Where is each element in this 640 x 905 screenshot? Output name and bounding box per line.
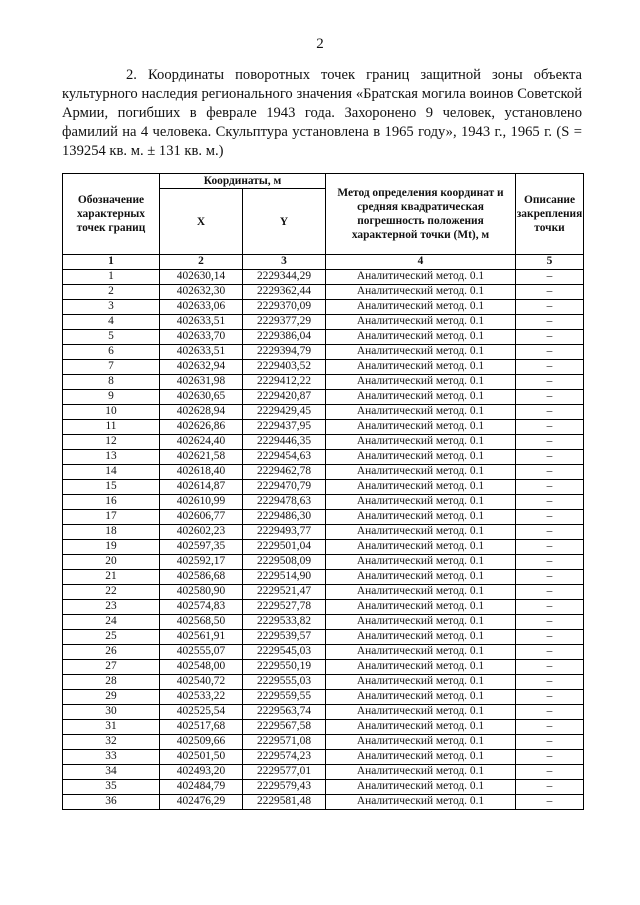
method-cell: Аналитический метод. 0.1 [326,660,516,675]
description-cell: – [516,390,584,405]
y-coordinate-cell: 2229420,87 [243,390,326,405]
method-cell: Аналитический метод. 0.1 [326,780,516,795]
y-coordinate-cell: 2229454,63 [243,450,326,465]
point-number-cell: 4 [63,315,160,330]
description-cell: – [516,345,584,360]
method-cell: Аналитический метод. 0.1 [326,465,516,480]
y-coordinate-cell: 2229539,57 [243,630,326,645]
point-number-cell: 12 [63,435,160,450]
x-coordinate-cell: 402621,58 [160,450,243,465]
method-cell: Аналитический метод. 0.1 [326,765,516,780]
description-cell: – [516,735,584,750]
header-description: Описание закрепления точки [516,174,584,255]
description-cell: – [516,780,584,795]
y-coordinate-cell: 2229577,01 [243,765,326,780]
header-x: X [160,189,243,255]
table-row [63,360,584,375]
y-coordinate-cell: 2229545,03 [243,645,326,660]
y-coordinate-cell: 2229446,35 [243,435,326,450]
x-coordinate-cell: 402580,90 [160,585,243,600]
point-number-cell: 9 [63,390,160,405]
table-row [63,630,584,645]
header-coordinates: Координаты, м [160,174,326,189]
description-cell: – [516,705,584,720]
table-row [63,780,584,795]
y-coordinate-cell: 2229344,29 [243,270,326,285]
point-number-cell: 22 [63,585,160,600]
method-cell: Аналитический метод. 0.1 [326,585,516,600]
table-row [63,585,584,600]
description-cell: – [516,495,584,510]
y-coordinate-cell: 2229403,52 [243,360,326,375]
point-number-cell: 27 [63,660,160,675]
point-number-cell: 10 [63,405,160,420]
method-cell: Аналитический метод. 0.1 [326,360,516,375]
method-cell: Аналитический метод. 0.1 [326,540,516,555]
method-cell: Аналитический метод. 0.1 [326,795,516,810]
description-cell: – [516,615,584,630]
description-cell: – [516,795,584,810]
column-number-row [63,255,584,270]
method-cell: Аналитический метод. 0.1 [326,270,516,285]
method-cell: Аналитический метод. 0.1 [326,480,516,495]
point-number-cell: 30 [63,705,160,720]
method-cell: Аналитический метод. 0.1 [326,450,516,465]
y-coordinate-cell: 2229533,82 [243,615,326,630]
x-coordinate-cell: 402484,79 [160,780,243,795]
x-coordinate-cell: 402614,87 [160,480,243,495]
method-cell: Аналитический метод. 0.1 [326,495,516,510]
x-coordinate-cell: 402561,91 [160,630,243,645]
point-number-cell: 6 [63,345,160,360]
x-coordinate-cell: 402517,68 [160,720,243,735]
table-row [63,495,584,510]
point-number-cell: 1 [63,270,160,285]
method-cell: Аналитический метод. 0.1 [326,555,516,570]
y-coordinate-cell: 2229493,77 [243,525,326,540]
table-row [63,450,584,465]
table-row [63,405,584,420]
column-number: 5 [516,255,584,270]
point-number-cell: 24 [63,615,160,630]
description-cell: – [516,360,584,375]
method-cell: Аналитический метод. 0.1 [326,435,516,450]
point-number-cell: 5 [63,330,160,345]
point-number-cell: 14 [63,465,160,480]
description-cell: – [516,315,584,330]
x-coordinate-cell: 402493,20 [160,765,243,780]
point-number-cell: 21 [63,570,160,585]
point-number-cell: 20 [63,555,160,570]
table-row [63,735,584,750]
y-coordinate-cell: 2229412,22 [243,375,326,390]
point-number-cell: 19 [63,540,160,555]
y-coordinate-cell: 2229508,09 [243,555,326,570]
table-row [63,435,584,450]
table-row [63,510,584,525]
x-coordinate-cell: 402628,94 [160,405,243,420]
column-number: 2 [160,255,243,270]
table-row [63,270,584,285]
point-number-cell: 17 [63,510,160,525]
y-coordinate-cell: 2229394,79 [243,345,326,360]
method-cell: Аналитический метод. 0.1 [326,720,516,735]
description-cell: – [516,510,584,525]
description-cell: – [516,285,584,300]
description-cell: – [516,570,584,585]
point-number-cell: 16 [63,495,160,510]
x-coordinate-cell: 402509,66 [160,735,243,750]
point-number-cell: 25 [63,630,160,645]
table-row [63,750,584,765]
description-cell: – [516,330,584,345]
description-cell: – [516,405,584,420]
method-cell: Аналитический метод. 0.1 [326,675,516,690]
y-coordinate-cell: 2229377,29 [243,315,326,330]
table-row [63,330,584,345]
point-number-cell: 32 [63,735,160,750]
coordinates-table [62,173,584,810]
method-cell: Аналитический метод. 0.1 [326,300,516,315]
table-row [63,660,584,675]
y-coordinate-cell: 2229579,43 [243,780,326,795]
x-coordinate-cell: 402630,14 [160,270,243,285]
description-cell: – [516,420,584,435]
description-cell: – [516,480,584,495]
method-cell: Аналитический метод. 0.1 [326,345,516,360]
description-cell: – [516,720,584,735]
table-row [63,705,584,720]
description-cell: – [516,555,584,570]
x-coordinate-cell: 402610,99 [160,495,243,510]
y-coordinate-cell: 2229370,09 [243,300,326,315]
point-number-cell: 23 [63,600,160,615]
y-coordinate-cell: 2229478,63 [243,495,326,510]
y-coordinate-cell: 2229470,79 [243,480,326,495]
table-row [63,795,584,810]
point-number-cell: 15 [63,480,160,495]
table-row [63,555,584,570]
point-number-cell: 28 [63,675,160,690]
point-number-cell: 18 [63,525,160,540]
method-cell: Аналитический метод. 0.1 [326,525,516,540]
x-coordinate-cell: 402568,50 [160,615,243,630]
x-coordinate-cell: 402586,68 [160,570,243,585]
y-coordinate-cell: 2229563,74 [243,705,326,720]
method-cell: Аналитический метод. 0.1 [326,405,516,420]
y-coordinate-cell: 2229555,03 [243,675,326,690]
table-row [63,570,584,585]
x-coordinate-cell: 402540,72 [160,675,243,690]
x-coordinate-cell: 402632,30 [160,285,243,300]
method-cell: Аналитический метод. 0.1 [326,420,516,435]
page-number: 2 [316,36,324,52]
method-cell: Аналитический метод. 0.1 [326,600,516,615]
description-cell: – [516,465,584,480]
point-number-cell: 26 [63,645,160,660]
description-cell: – [516,540,584,555]
table-row [63,720,584,735]
table-row [63,390,584,405]
table-row [63,615,584,630]
x-coordinate-cell: 402555,07 [160,645,243,660]
point-number-cell: 31 [63,720,160,735]
column-number: 4 [326,255,516,270]
table-row [63,300,584,315]
column-number: 3 [243,255,326,270]
x-coordinate-cell: 402606,77 [160,510,243,525]
description-cell: – [516,450,584,465]
description-cell: – [516,690,584,705]
table-row [63,690,584,705]
header-y: Y [243,189,326,255]
y-coordinate-cell: 2229514,90 [243,570,326,585]
point-number-cell: 35 [63,780,160,795]
description-cell: – [516,525,584,540]
description-cell: – [516,660,584,675]
table-row [63,540,584,555]
section-heading: 2. Координаты поворотных точек границ защитной зоны объекта культурного наследия регионального значения «Братская могила воинов Советской Армии, погибших в феврале 1943 года. Захоронено 9 человек, установлено фамилий на 4 человека. Скульптура установлена в 1965 году», 1943 г., 1965 г. (S = 139254 кв. м. ± 131 кв. м.) [62,67,582,159]
column-number: 1 [63,255,160,270]
method-cell: Аналитический метод. 0.1 [326,705,516,720]
table-row [63,480,584,495]
x-coordinate-cell: 402633,51 [160,345,243,360]
table-body [63,270,584,810]
description-cell: – [516,750,584,765]
method-cell: Аналитический метод. 0.1 [326,315,516,330]
x-coordinate-cell: 402533,22 [160,690,243,705]
header-point: Обозначение характерных точек границ [63,174,160,255]
method-cell: Аналитический метод. 0.1 [326,645,516,660]
table-row [63,675,584,690]
x-coordinate-cell: 402476,29 [160,795,243,810]
description-cell: – [516,600,584,615]
y-coordinate-cell: 2229567,58 [243,720,326,735]
table-row [63,315,584,330]
x-coordinate-cell: 402633,06 [160,300,243,315]
description-cell: – [516,300,584,315]
x-coordinate-cell: 402525,54 [160,705,243,720]
y-coordinate-cell: 2229581,48 [243,795,326,810]
point-number-cell: 36 [63,795,160,810]
y-coordinate-cell: 2229486,30 [243,510,326,525]
y-coordinate-cell: 2229527,78 [243,600,326,615]
x-coordinate-cell: 402631,98 [160,375,243,390]
description-cell: – [516,435,584,450]
y-coordinate-cell: 2229437,95 [243,420,326,435]
point-number-cell: 8 [63,375,160,390]
description-cell: – [516,675,584,690]
x-coordinate-cell: 402501,50 [160,750,243,765]
y-coordinate-cell: 2229429,45 [243,405,326,420]
x-coordinate-cell: 402548,00 [160,660,243,675]
table-row [63,465,584,480]
method-cell: Аналитический метод. 0.1 [326,330,516,345]
point-number-cell: 7 [63,360,160,375]
method-cell: Аналитический метод. 0.1 [326,615,516,630]
table-row [63,525,584,540]
x-coordinate-cell: 402618,40 [160,465,243,480]
point-number-cell: 33 [63,750,160,765]
description-cell: – [516,375,584,390]
point-number-cell: 2 [63,285,160,300]
y-coordinate-cell: 2229550,19 [243,660,326,675]
y-coordinate-cell: 2229574,23 [243,750,326,765]
x-coordinate-cell: 402630,65 [160,390,243,405]
x-coordinate-cell: 402574,83 [160,600,243,615]
point-number-cell: 29 [63,690,160,705]
description-cell: – [516,270,584,285]
x-coordinate-cell: 402592,17 [160,555,243,570]
x-coordinate-cell: 402632,94 [160,360,243,375]
x-coordinate-cell: 402602,23 [160,525,243,540]
table-row [63,345,584,360]
table-row [63,375,584,390]
y-coordinate-cell: 2229559,55 [243,690,326,705]
description-cell: – [516,630,584,645]
method-cell: Аналитический метод. 0.1 [326,510,516,525]
method-cell: Аналитический метод. 0.1 [326,375,516,390]
y-coordinate-cell: 2229501,04 [243,540,326,555]
point-number-cell: 3 [63,300,160,315]
method-cell: Аналитический метод. 0.1 [326,390,516,405]
method-cell: Аналитический метод. 0.1 [326,750,516,765]
description-cell: – [516,585,584,600]
x-coordinate-cell: 402624,40 [160,435,243,450]
y-coordinate-cell: 2229521,47 [243,585,326,600]
table-row [63,420,584,435]
y-coordinate-cell: 2229462,78 [243,465,326,480]
table-row [63,645,584,660]
table-row [63,765,584,780]
point-number-cell: 34 [63,765,160,780]
x-coordinate-cell: 402626,86 [160,420,243,435]
y-coordinate-cell: 2229386,04 [243,330,326,345]
description-cell: – [516,645,584,660]
method-cell: Аналитический метод. 0.1 [326,690,516,705]
method-cell: Аналитический метод. 0.1 [326,285,516,300]
table-row [63,285,584,300]
header-method: Метод определения координат и средняя квадратическая погрешность положения характерной точки (Мt), м [326,174,516,255]
method-cell: Аналитический метод. 0.1 [326,735,516,750]
x-coordinate-cell: 402597,35 [160,540,243,555]
y-coordinate-cell: 2229571,08 [243,735,326,750]
method-cell: Аналитический метод. 0.1 [326,570,516,585]
point-number-cell: 11 [63,420,160,435]
method-cell: Аналитический метод. 0.1 [326,630,516,645]
table-row [63,600,584,615]
x-coordinate-cell: 402633,70 [160,330,243,345]
point-number-cell: 13 [63,450,160,465]
x-coordinate-cell: 402633,51 [160,315,243,330]
y-coordinate-cell: 2229362,44 [243,285,326,300]
description-cell: – [516,765,584,780]
